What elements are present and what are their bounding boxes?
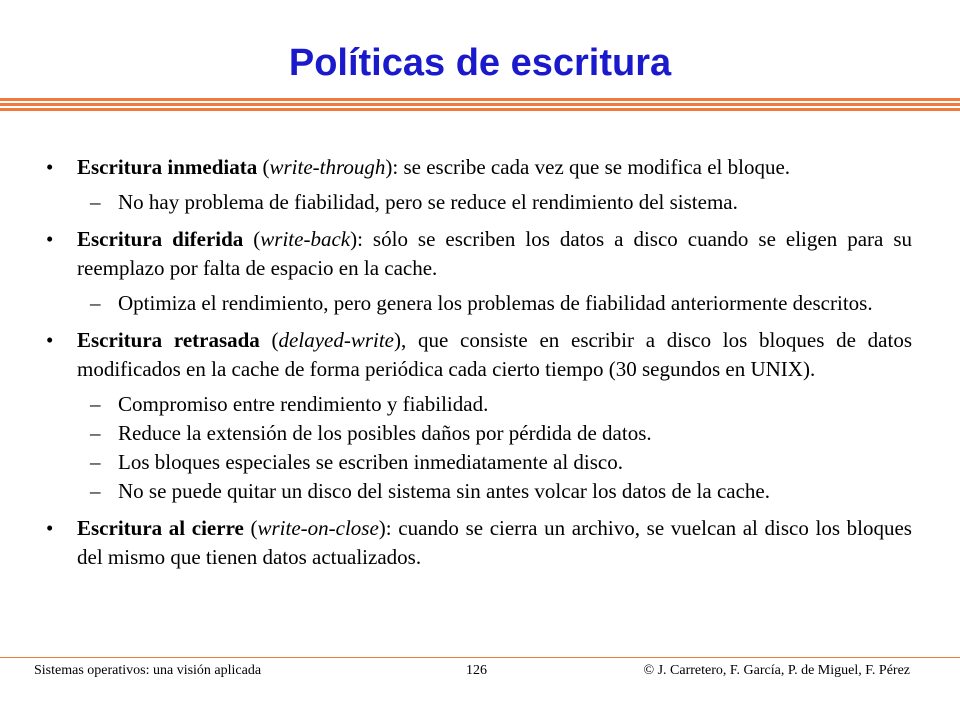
bullet-icon: • [46,328,54,352]
item-description: : sólo se escriben los datos a disco cuando se eligen para su reemplazo por falta de espacio en la cache. [77,227,912,280]
bullet-item: • Escritura diferida (write-back): sólo se escriben los datos a disco cuando se eligen para su reemplazo por falta de espacio en la cache. [46,227,912,280]
item-term: Escritura retrasada [77,328,260,352]
sub-item [46,390,912,419]
footer-divider [0,657,960,658]
sub-item [46,448,912,477]
sub-item-text: Compromiso entre rendimiento y fiabilidad. [118,392,489,416]
dash-icon: – [90,479,101,503]
sub-item [46,419,912,448]
bullet-icon: • [46,516,54,540]
footer-copyright: © J. Carretero, F. García, P. de Miguel, F. Pérez [643,663,910,678]
slide-title: Políticas de escritura [288,42,672,84]
item-description: : se escribe cada vez que se modifica el bloque. [392,155,791,179]
item-term: Escritura al cierre [77,516,244,540]
item-description: , que consiste en escribir a disco los bloques de datos modificados en la cache de forma periódica cada cierto tiempo (30 segundos en UNIX). [77,328,912,381]
dash-icon: – [90,421,101,445]
footer-book-title: Sistemas operativos: una visión aplicada [34,663,262,678]
footer-page-number: 126 [466,663,487,678]
bullet-item: • Escritura inmediata (write-through): se escribe cada vez que se modifica el bloque. [46,153,912,182]
item-term-alt: delayed-write [278,328,395,352]
bullet-icon: • [46,155,54,179]
title-underline [0,103,960,106]
item-term-alt: write-through [269,155,386,179]
slide-content [46,153,912,578]
title-underline [0,108,960,111]
bullet-item: • Escritura retrasada (delayed-write), que consiste en escribir a disco los bloques de datos modificados en la cache de forma periódica cada cierto tiempo (30 segundos en UNIX). [46,328,912,381]
item-description: : cuando se cierra un archivo, se vuelcan al disco los bloques del mismo que tienen datos actualizados. [77,516,912,569]
dash-icon: – [90,190,101,214]
sub-item [46,188,912,217]
sub-item-text: Reduce la extensión de los posibles daños por pérdida de datos. [118,421,652,445]
sub-item [46,289,912,318]
bullet-icon: • [46,227,54,251]
dash-icon: – [90,392,101,416]
sub-item [46,477,912,506]
sub-item-text: Optimiza el rendimiento, pero genera los problemas de fiabilidad anteriormente descritos. [118,291,873,315]
sub-item-text: No se puede quitar un disco del sistema sin antes volcar los datos de la cache. [118,479,770,503]
title-underline [0,98,960,101]
item-term: Escritura diferida [77,227,244,251]
item-term: Escritura inmediata [77,155,258,179]
sub-item-text: Los bloques especiales se escriben inmediatamente al disco. [118,450,623,474]
footer [34,660,910,682]
bullet-item: • Escritura al cierre (write-on-close): cuando se cierra un archivo, se vuelcan al disco los bloques del mismo que tienen datos actualizados. [46,516,912,569]
sub-item-text: No hay problema de fiabilidad, pero se reduce el rendimiento del sistema. [118,190,738,214]
dash-icon: – [90,450,101,474]
item-term-alt: write-on-close [257,516,379,540]
item-term-alt: write-back [260,227,351,251]
dash-icon: – [90,291,101,315]
